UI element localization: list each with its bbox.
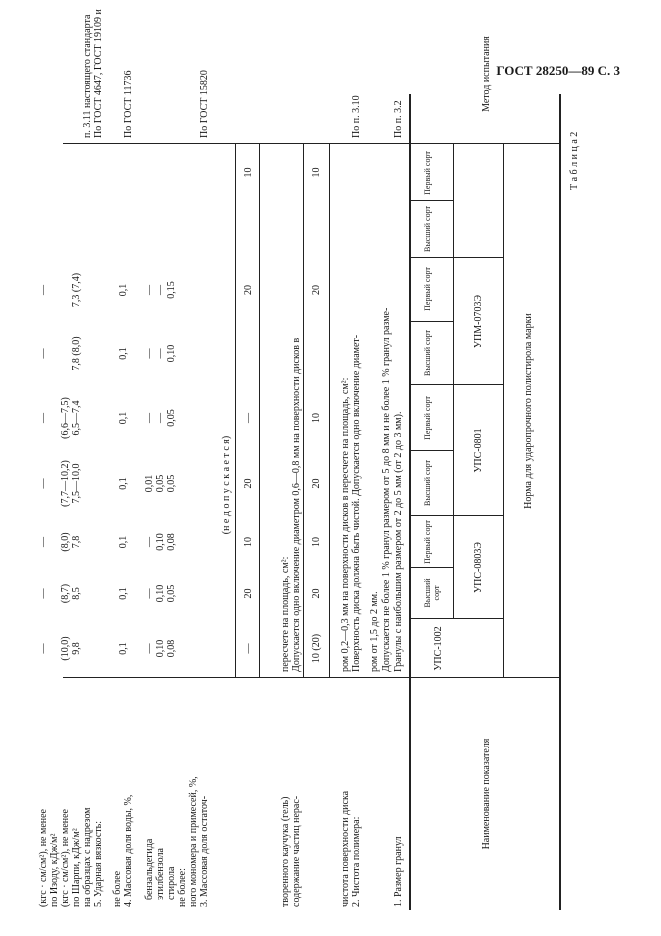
col-divider-9 — [409, 321, 453, 322]
row3-value: 0,10 — [166, 344, 177, 363]
row3-value: — — [144, 348, 155, 359]
col-divider-2 — [409, 618, 503, 619]
row4-value: 0,1 — [118, 347, 129, 360]
col-divider-8 — [409, 450, 453, 451]
row4-value: 0,1 — [118, 535, 129, 549]
row2-method: По п. 3.10 — [351, 95, 362, 138]
row1-norm-line1: Гранулы с наибольшим размером от 2 до 5 мм (от 2 до 3 мм). — [393, 411, 404, 672]
row5-izod: — — [38, 643, 49, 654]
row5-charpy: (7,7—10,2) — [60, 460, 71, 507]
row5-charpy: 7,8 (8,0) — [71, 336, 82, 371]
row5-charpy: (10,0) — [60, 636, 71, 661]
not-allowed-note: (н е д о п у с к а е т с я) — [221, 435, 232, 535]
row4-value: 0,1 — [118, 411, 129, 425]
row5-name-line1: 5. Ударная вязкость: — [93, 821, 104, 907]
row3-sub-benzaldehyde: бензальдегида — [144, 838, 155, 900]
row5-charpy: (8,7) — [60, 583, 71, 604]
row3-value: 0,10 — [155, 584, 166, 603]
row3-value: — — [144, 588, 155, 599]
sort-first: Первый сорт — [423, 151, 432, 195]
row2b-rule-2 — [235, 144, 236, 678]
norm-header-rule — [503, 144, 504, 678]
row5-charpy: (8,0) — [60, 532, 71, 552]
row5-charpy: 9,8 — [71, 642, 82, 655]
row5-charpy: (6,6—7,5) — [60, 397, 71, 439]
row1-method: По п. 3.2 — [393, 100, 404, 138]
row5-izod: — — [38, 348, 49, 359]
row2-name-line1: 2. Чистота полимера: — [351, 816, 362, 907]
row3-value: 0,15 — [166, 281, 177, 299]
row3-method: По ГОСТ 15820 — [199, 70, 210, 138]
row2b-rule-1 — [259, 144, 260, 678]
row2b-value: 10 — [243, 537, 254, 547]
row1-name: 1. Размер гранул — [393, 836, 404, 907]
row5-method-line2: п. 3.11 настоящего стандарта — [82, 14, 93, 138]
row5-name-line6: (кгс · см/см²), не менее — [38, 809, 49, 907]
header-bottom-rule — [409, 94, 411, 910]
row4-name-line2: не более — [112, 870, 123, 907]
row2b-name-line2: творенного каучука (гель) — [280, 796, 291, 907]
table-caption: Т а б л и ц а 2 — [569, 131, 580, 190]
row1-norm-line2: Допускается не более 1 % гранул размером от 5 до 8 мм и не более 1 % гранул разме- — [381, 307, 392, 672]
row5-method-line1: По ГОСТ 4647, ГОСТ 19109 и — [93, 9, 104, 138]
row3-name-line3: не более: — [177, 868, 188, 907]
row5-name-line5: по Изоду, кДж/м² — [49, 833, 60, 907]
col-divider-10 — [409, 200, 453, 201]
row3-sub-styrene: стирола — [166, 866, 177, 900]
row5-charpy: 8,5 — [71, 587, 82, 600]
row3-value: 0,05 — [166, 474, 177, 493]
row2-value: 20 — [311, 588, 322, 599]
row2-rule-2 — [303, 144, 304, 678]
row5-name-line2: на образцах с надрезом — [82, 807, 93, 907]
sort-first: Первый сорт — [423, 267, 432, 311]
row3-value: 0,01 — [144, 474, 155, 493]
row5-charpy: 7,5—10,0 — [71, 463, 82, 504]
row5-charpy: 7,3 (7,4) — [71, 272, 82, 308]
row4-value: 0,1 — [118, 587, 129, 600]
grade-1: УПС-1002 — [433, 626, 444, 671]
row3-value: — — [155, 413, 166, 423]
header-norm: Норма для ударопрочного полистирола марки — [523, 313, 534, 509]
row3-value: 0,10 — [155, 533, 166, 551]
row2b-norm-line2: пересчете на площадь, см²: — [280, 556, 291, 672]
row5-charpy: 6,5—7,4 — [71, 400, 82, 436]
row3-value: — — [144, 413, 155, 423]
row4-method: По ГОСТ 11736 — [123, 70, 134, 138]
row5-charpy: 7,8 — [71, 535, 82, 549]
row2b-name-line1: содержание частиц нерас- — [291, 795, 302, 907]
row4-value: 0,1 — [118, 283, 129, 297]
row2-value: 10 — [311, 167, 322, 178]
col-divider-7 — [409, 567, 453, 568]
sort-top: Высший сорт — [423, 578, 441, 608]
grade-header-rule — [453, 144, 454, 619]
sort-top: Высший сорт — [423, 330, 432, 376]
row5-izod: — — [38, 588, 49, 599]
col-divider-5 — [409, 257, 503, 258]
row3-value: — — [144, 643, 155, 654]
sort-first: Первый сорт — [423, 396, 432, 440]
row2-value: 10 (20) — [311, 633, 322, 664]
row2b-value: 10 — [243, 167, 254, 178]
row5-name-line3: по Шарпи, кДж/м² — [71, 828, 82, 907]
row5-izod: — — [38, 537, 49, 547]
row5-izod: — — [38, 413, 49, 423]
sort-top: Высший сорт — [423, 206, 432, 252]
row2-value: 10 — [311, 537, 322, 547]
grade-2: УПС-0803Э — [473, 542, 484, 593]
row3-sub-ethylbenzene: этилбензола — [155, 848, 166, 900]
row3-value: 0,08 — [166, 533, 177, 551]
grade-4: УПМ-0703Э — [473, 294, 484, 349]
row3-name-line2: ного мономера и примесей, %, — [188, 776, 199, 907]
grade-3: УПС-0801 — [473, 428, 484, 473]
row2-value: 10 — [311, 413, 322, 423]
row2b-value: — — [243, 643, 254, 654]
row2-norm-line2: ром 0,2—0,3 мм на поверхности дисков в пересчете на площадь, см²: — [340, 377, 351, 672]
row1-norm-line3: ром от 1,5 до 2 мм. — [369, 591, 380, 672]
row3-value: 0,10 — [155, 639, 166, 658]
sort-first: Первый сорт — [423, 520, 432, 564]
row2b-value: — — [243, 413, 254, 423]
row4-value: 0,1 — [118, 477, 129, 490]
row3-name-line1: 3. Массовая доля остаточ- — [199, 795, 210, 907]
header-method: Метод испытания — [481, 36, 492, 112]
row2-norm-line1: Поверхность диска должна быть чистой. Допускается одно включение диамет- — [351, 334, 362, 672]
row2b-value: 20 — [243, 478, 254, 489]
row3-value: — — [155, 285, 166, 295]
row3-value: 0,05 — [166, 409, 177, 427]
table-top-rule — [559, 94, 561, 910]
row2-rule-1 — [329, 144, 330, 678]
row5-izod: — — [38, 478, 49, 489]
page-header: ГОСТ 28250—89 С. 3 — [496, 63, 620, 78]
row5-izod: — — [38, 285, 49, 295]
row2b-value: 20 — [243, 285, 254, 295]
header-indicator: Наименование показателя — [481, 738, 492, 850]
row3-value: — — [144, 537, 155, 547]
row3-value: — — [144, 285, 155, 295]
col-divider-3 — [409, 515, 503, 516]
row3-value: 0,05 — [155, 474, 166, 493]
row3-value: 0,08 — [166, 639, 177, 658]
row2-name-line2: чистота поверхности диска — [340, 790, 351, 907]
row2b-norm-line1: Допускается одно включение диаметром 0,6—0,8 мм на поверхности дисков в — [291, 337, 302, 672]
row4-name-line1: 4. Массовая доля воды, %, — [123, 794, 134, 907]
row5-name-line4: (кгс · см/см²), не менее — [60, 809, 71, 907]
row3-value: 0,05 — [166, 584, 177, 603]
row2-value: 20 — [311, 285, 322, 295]
col-divider-4 — [409, 384, 503, 385]
row2-value: 20 — [311, 478, 322, 489]
row2b-value: 20 — [243, 588, 254, 599]
row4-value: 0,1 — [118, 642, 129, 655]
row3-value: — — [155, 348, 166, 359]
sort-top: Высший сорт — [423, 460, 432, 506]
